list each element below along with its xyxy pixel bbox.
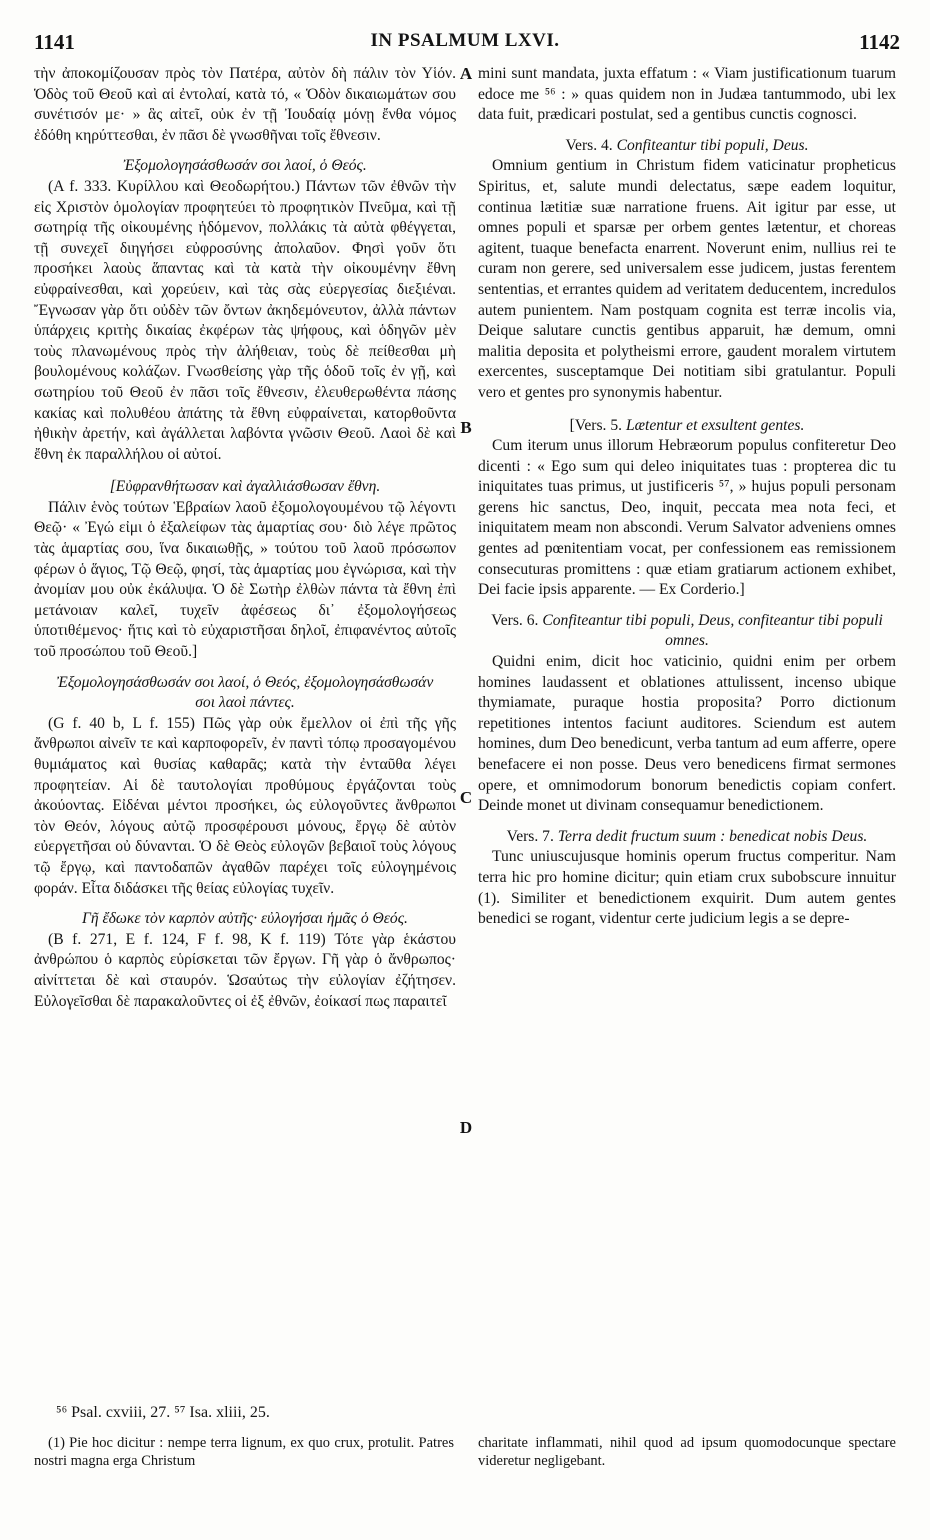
latin-paragraph: Omnium gentium in Christum fidem vaticinatur propheticus Spiritus, et, salute mundi delectatus, sæpe eadem loquitur, continua lætitiæ suæ narratione fruens. Ait igitur par esse, ut omnes populi et sparsæ per orbem gentes lætentur, et choreas agitent, tuaque benefacta enarrent. Noverunt enim, nullius rei te curam non gerere, sed universalem esse judicem, justas ferentem sententias, et errantes quidem ad veritatem deducentem, incredulos autem punientem. Nam postquam cognita est terræ incolis via, Deique salutare cunctis gentibus apparuit, hæ demum, omni malitia deposita et polytheismi errore, gaudent moralem virtutem exercentes, susceptamque Dei notitiam sibi gratulantur. Populi vero et gentes pro synonymis habentur. <box>478 157 896 401</box>
latin-paragraph: Quidni enim, dicit hoc vaticinio, quidni enim per orbem homines laudassent et oblationes attulissent, incenso ubique thymiamate, puraque hostia proposita? Porro dictionum repetitiones intentos faciunt auditores. Sciendum est autem homines, dum Deo benedicunt, verba tantum ad eum afferre, opere benefacere ei non posse. Deus vero benedicens firmat sermones opere, et omnimodorum bonorum benedictis copiam confert. Deinde monet ut divinam consequamur benedictionem. <box>478 653 896 815</box>
page-number-right: 1142 <box>859 30 900 54</box>
margin-marker-c: C <box>459 788 473 807</box>
greek-paragraph: (G f. 40 b, L f. 155) Πῶς γὰρ οὐκ ἔμελλον οἱ ἐπὶ τῆς γῆς ἄνθρωποι αἰνεῖν τε καὶ καρποφορεῖν, ἐν παντὶ τόπῳ προσαγομένου θυμιάματος καὶ θυσίας καθαρᾶς; κατὰ τὴν ἐνταῦθα λέγει προφητείαν. Αἱ δὲ ταυτολογίαι προθύμους ἐργάζονται τοὺς ἀκούοντας. Εἰδέναι μέντοι προσήκει, ὡς εὐλογοῦντες ἄνθρωποι τὸν Θεόν, λόγους αὐτῷ προσφέρουσι μόνους, ἔργῳ δὲ αὐτὸν εὐεργετῆσαι οὐ δύνανται. Ὁ δὲ Θεὸς εὐλογῶν βεβαιοῖ τοὺς λόγους τῷ ἔργῳ, καὶ παντοδαπῶν ἀγαθῶν παρέχει τοῖς εὐλογημένοις φοράν. Εἶτα διδάσκει τῆς θείας εὐλογίας τυχεῖν. <box>34 714 456 897</box>
latin-column <box>478 64 896 930</box>
verse-label: Vers. 4. <box>565 136 613 154</box>
verse-text: Terra dedit fructum suum : benedicat nobis Deus. <box>557 827 868 845</box>
latin-paragraph: Cum iterum unus illorum Hebræorum populus confiteretur Deo dicenti : « Ego sum qui deleo iniquitates tuas : propterea dic tu iniquitates tuas primus, ut justificeris ⁵⁷, » hujus populi personam gerens hic sanctus, Deo, inquit, peccata mea nota feci, et iniquitatem meam non abscondi. Verum Salvator adveniens omnes gentes ad pœnitentiam vocat, per confessionem eas remissionem consecuturas promittens : quæ etiam gratiarum actionem exhibet, Dei facie ipsis apparente. — Ex Corderio.] <box>478 437 896 599</box>
greek-paragraph: Πάλιν ἑνὸς τούτων Ἑβραίων λαοῦ ἐξομολογουμένου τῷ λέγοντι Θεῷ· « Ἐγώ εἰμι ὁ ἐξαλείφων τὰς ἁμαρτίας σου· διὸ λέγε πρῶτος τὰς ἁμαρτίας σου, ἵνα δικαιωθῇς, » τούτου τοῦ λαοῦ πρόσωπον φέρων ὁ ἅγιος, Τῷ Θεῷ, φησί, τὰς ἁμαρτίας μου ἐγνώρισα, καὶ τὴν ἀνομίαν μου οὐκ ἐκάλυψα. Ὁ δὲ Σωτὴρ ἐλθὼν πάντα τὰ ἔθνη ἐπὶ μετάνοιαν καλεῖ, τυχεῖν ἀφέσεως δι᾿ ἐξομολογήσεως ὑποτιθέμενος· ἥτις καὶ τὸ εὐχαριστῆσαι δηλοῖ, ἐπιφανέντος αὐτοῖς τοῦ προσώπου τοῦ Θεοῦ.] <box>34 498 456 661</box>
margin-marker-d: D <box>459 1118 473 1137</box>
greek-verse-heading: Γῆ ἔδωκε τὸν καρπὸν αὐτῆς· εὐλογήσαι ἡμᾶς ὁ Θεός. <box>82 910 408 928</box>
greek-paragraph: (B f. 271, E f. 124, F f. 98, K f. 119) Τότε γὰρ ἑκάστου ἀνθρώπου ὁ καρπὸς εὑρίσκεται τῶν ἔργων. Γῆ γὰρ ὁ ἄνθρωπος· αἰνίττεται δὲ καὶ σταυρόν. Ὡσαύτως τὴν εὐλογίαν ἐζήτησεν. Εὐλογεῖσθαι δὲ παρακαλοῦντες οἱ ἐξ ἐθνῶν, ἐοίκασί πως παραιτεῖ <box>34 930 456 1010</box>
verse-label: Vers. 7. <box>506 827 554 845</box>
latin-verse-heading <box>478 827 896 848</box>
greek-paragraph: τὴν ἀποκομίζουσαν πρὸς τὸν Πατέρα, αὐτὸν δὴ πάλιν τὸν Υἱόν. Ὁδὸς τοῦ Θεοῦ καὶ αἱ ἐντολαί, κατὰ τό, « Ὁδὸν δικαιωμάτων σου συνέτισόν με· » ἃς αἰτεῖ, οὐκ ἐν τῇ Ἰουδαίᾳ μόνῃ ἔνθα νόμος ἐδόθη κηρύττεσθαι, ἐν πᾶσι δὲ γνωσθῆναι τοῖς ἔθνεσιν. <box>34 65 456 144</box>
latin-verse-heading <box>478 611 896 652</box>
margin-marker-b: B <box>460 418 472 437</box>
greek-column <box>34 64 456 1012</box>
footnote-left: (1) Pie hoc dicitur : nempe terra lignum, ex quo crux, protulit. Patres nostri magna erga Christum <box>34 1435 454 1469</box>
greek-verse-heading: Ἐξομολογησάσθωσάν σοι λαοί, ὁ Θεός. <box>123 157 367 175</box>
latin-verse-heading <box>478 136 896 157</box>
footnote-right: charitate inflammati, nihil quod ad ipsum quomodocunque spectare videretur negligebant. <box>478 1435 896 1469</box>
page-header <box>0 30 930 56</box>
margin-marker-a: A <box>459 64 473 83</box>
latin-verse-heading <box>478 416 896 437</box>
greek-verse-heading: Ἐξομολογησάσθωσάν σοι λαοί, ὁ Θεός, ἐξομολογησάσθωσάν σοι λαοὶ πάντες. <box>56 673 434 712</box>
verse-label: Vers. 6. <box>491 611 539 629</box>
verse-text: Lætentur et exsultent gentes. <box>625 416 805 434</box>
latin-paragraph: mini sunt mandata, juxta effatum : « Viam justificationum tuarum edoce me ⁵⁶ : » quas quidem non in Judæa tantummodo, ubi lex data fuit, prædicari postulat, sed a gentibus cunctis cognosci. <box>478 65 896 124</box>
footnote-references: ⁵⁶ Psal. cxviii, 27. ⁵⁷ Isa. xliii, 25. <box>56 1404 270 1421</box>
verse-text: Confiteantur tibi populi, Deus. <box>616 136 809 154</box>
page-number-left: 1141 <box>34 30 75 54</box>
verse-label: [Vers. 5. <box>569 416 623 434</box>
greek-verse-heading: [Εὐφρανθήτωσαν καὶ ἀγαλλιάσθωσαν ἔθνη. <box>109 478 381 496</box>
running-title: IN PSALMUM LXVI. <box>370 30 560 51</box>
latin-paragraph: Tunc uniuscujusque hominis operum fructus comperitur. Nam terra hic pro homine dicitur; quin etiam crux subobscure innuitur (1). Similiter et benedictionem exquirit. Dum autem gentes benedici se rogant, videntur certe judicium legis a se depre- <box>478 848 896 928</box>
verse-text: Confiteantur tibi populi, Deus, confiteantur tibi populi omnes. <box>542 611 883 650</box>
greek-paragraph: (A f. 333. Κυρίλλου καὶ Θεοδωρήτου.) Πάντων τῶν ἐθνῶν τὴν εἰς Χριστὸν ὁμολογίαν προφητεύει τὸ προφητικὸν Πνεῦμα, καὶ τῇ σωτηρίᾳ τῆς οἰκουμένης ἡδόμενον, πολλάκις τὰ αὐτὰ φθέγγεται, τῇ συνεχεῖ διηγήσει εὐφροσύνης ἀπολαῦον. Φησὶ γοῦν ὅτι προσήκει λαοὺς ἅπαντας καὶ τὰ κατὰ τὴν οἰκουμένην ἔθνη εὐφραίνεσθαι, καὶ χορεύειν, καὶ τὰς σὰς εὐεργεσίας διεξιέναι. Ἔγνωσαν γὰρ ὅτι οὐδὲν τῶν ὄντων ἀκηδεμόνευτον, ἀλλὰ πάντων ὑπάρχεις κριτὴς δικαίας ἐκφέρων τὰς ψήφους, καὶ ὁδηγῶν μὲν τοὺς πλανωμένους πρὸς τὴν ἀλήθειαν, τοὺς δὲ πείθεσθαι μὴ βουλομένους κολάζων. Γνωσθείσης γὰρ τῆς ὁδοῦ τοῖς ἐν γῇ, καὶ σωτηρίου τοῦ Θεοῦ ἐν πᾶσι τοῖς ἔθνεσιν, ἐλευθερωθέντα πάσης κακίας καὶ πολυθέου ἀπάτης τὰ ἔθνη εὐφραίνεται, κατορθοῦντα ἠθικὴν ἀρετήν, καὶ ἀγάλλεται λαβόντα γνῶσιν Θεοῦ. Λαοὶ δὲ καὶ ἔθνη ἐκ παραλλήλου οἱ αὐτοί. <box>34 177 456 463</box>
